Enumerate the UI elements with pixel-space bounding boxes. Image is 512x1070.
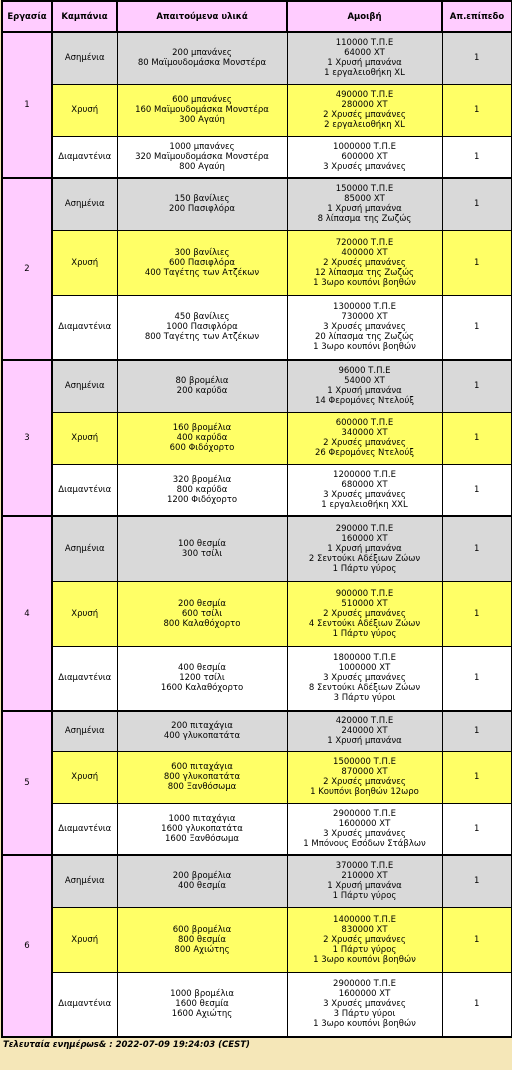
reward-line: 3 Χρυσές μπανάνες [323, 161, 406, 172]
reward-line: 1 Πάρτυ γύρος [332, 563, 397, 574]
table-row [2, 178, 512, 230]
material-line: 150 βανίλιες [174, 194, 230, 205]
material-line: 320 Μαϊμουδομάσκα Μονστέρα [135, 151, 269, 162]
reward-line: 1 Χρυσή μπανάνα [327, 204, 402, 215]
reward-line: 1200000 Τ.Π.Ε [333, 469, 396, 480]
reward-line: 830000 ΧΤ [341, 924, 388, 935]
level-cell: 1 [442, 412, 512, 464]
reward-line: 3 Πάρτυ γύροι [333, 1009, 396, 1020]
reward-line: 2 εργαλειοθήκη XL [324, 120, 405, 130]
reward-line: 8 Σεντούκι Αδέξιων Ζώων [308, 683, 421, 694]
level-cell: 1 [442, 855, 512, 907]
header-materials: Απαιτούμενα υλικά [117, 1, 287, 32]
task-number: 6 [2, 855, 52, 1037]
header-campaign: Καμπάνια [52, 1, 117, 32]
reward-cell [287, 751, 442, 803]
level-cell: 1 [442, 581, 512, 646]
task-number: 2 [2, 178, 52, 360]
reward-cell [287, 711, 442, 751]
campaign-cell: Διαμαντένια [52, 464, 117, 516]
reward-cell [287, 412, 442, 464]
table-row [2, 360, 512, 412]
reward-line: 1 Πάρτυ γύρος [332, 891, 397, 902]
reward-cell [287, 516, 442, 581]
materials-cell [117, 803, 287, 855]
reward-line: 1 3ωρο κουπόνι βοηθών [313, 342, 416, 353]
material-line: 600 πιταχάγια [171, 762, 233, 772]
reward-cell [287, 136, 442, 178]
table-row [2, 581, 512, 646]
reward-cell [287, 972, 442, 1037]
level-cell: 1 [442, 32, 512, 84]
reward-cell [287, 855, 442, 907]
header-row [2, 1, 512, 32]
material-line: 1600 Ξανθόσωμα [165, 833, 239, 844]
reward-line: 110000 Τ.Π.Ε [335, 38, 394, 49]
reward-line: 1 3ωρο κουπόνι βοηθών [313, 1019, 416, 1030]
material-line: 320 βρομέλια [172, 474, 232, 485]
reward-line: 490000 Τ.Π.Ε [335, 90, 394, 100]
campaign-cell: Διαμαντένια [52, 295, 117, 360]
material-line: 400 γλυκοπατάτα [163, 731, 241, 742]
campaign-cell: Ασημένια [52, 360, 117, 412]
table-row [2, 295, 512, 360]
reward-line: 3 Χρυσές μπανάνες [323, 673, 406, 684]
material-line: 800 Καλαθόχορτο [163, 618, 241, 629]
campaign-cell: Ασημένια [52, 32, 117, 84]
materials-cell [117, 464, 287, 516]
campaign-cell: Χρυσή [52, 84, 117, 136]
reward-line: 900000 Τ.Π.Ε [335, 588, 394, 599]
material-line: 200 βρομέλια [172, 871, 232, 882]
reward-line: 2 Χρυσές μπανάνες [323, 257, 406, 268]
material-line: 1200 Φιδόχορτο [166, 494, 238, 505]
reward-line: 3 Χρυσές μπανάνες [323, 489, 406, 500]
reward-cell [287, 464, 442, 516]
reward-line: 2 Χρυσές μπανάνες [323, 608, 406, 619]
level-cell: 1 [442, 907, 512, 972]
reward-line: 680000 ΧΤ [341, 479, 388, 490]
table-row [2, 751, 512, 803]
reward-line: 1400000 Τ.Π.Ε [333, 914, 396, 925]
materials-cell [117, 907, 287, 972]
material-line: 400 θεσμία [178, 663, 226, 674]
reward-line: 1500000 Τ.Π.Ε [333, 757, 396, 767]
reward-line: 1600000 ΧΤ [338, 818, 391, 829]
material-line: 600 τσίλι [181, 608, 223, 619]
table-row [2, 855, 512, 907]
task-number: 3 [2, 360, 52, 516]
reward-line: 1 Κουπόνι βοηθών 12ωρο [310, 787, 419, 797]
level-cell: 1 [442, 230, 512, 295]
material-line: 1600 Καλαθόχορτο [160, 683, 244, 694]
campaign-cell: Ασημένια [52, 178, 117, 230]
reward-line: 290000 Τ.Π.Ε [335, 523, 394, 534]
material-line: 450 βανίλιες [174, 312, 230, 323]
reward-line: 2 Σεντούκι Αδέξιων Ζώων [308, 553, 421, 564]
table-row [2, 803, 512, 855]
materials-cell [117, 230, 287, 295]
reward-line: 26 Φερομόνες Ντελούξ [315, 448, 414, 458]
material-line: 300 βανίλιες [174, 247, 230, 258]
reward-line: 14 Φερομόνες Ντελούξ [315, 396, 414, 407]
material-line: 1600 θεσμία [175, 999, 229, 1010]
material-line: 1000 μπανάνες [169, 141, 235, 152]
reward-line: 1 εργαλειοθήκη XL [324, 68, 405, 79]
materials-cell [117, 751, 287, 803]
campaign-cell: Χρυσή [52, 581, 117, 646]
level-cell: 1 [442, 295, 512, 360]
material-line: 800 καρύδα [176, 484, 228, 495]
material-line: 800 γλυκοπατάτα [163, 772, 241, 782]
reward-line: 150000 Τ.Π.Ε [335, 184, 394, 195]
reward-line: 2900000 Τ.Π.Ε [333, 979, 396, 990]
campaign-cell: Διαμαντένια [52, 972, 117, 1037]
reward-line: 3 Χρυσές μπανάνες [323, 322, 406, 333]
material-line: 200 πιταχάγια [171, 721, 233, 732]
reward-line: 1 Χρυσή μπανάνα [327, 386, 402, 397]
reward-line: 3 Χρυσές μπανάνες [323, 999, 406, 1010]
level-cell: 1 [442, 136, 512, 178]
reward-line: 1 Πάρτυ γύρος [332, 944, 397, 955]
header-reward: Αμοιβή [287, 1, 442, 32]
materials-cell [117, 360, 287, 412]
materials-cell [117, 855, 287, 907]
material-line: 1200 τσίλι [179, 673, 225, 684]
level-cell: 1 [442, 84, 512, 136]
reward-line: 370000 Τ.Π.Ε [335, 861, 394, 872]
reward-cell [287, 360, 442, 412]
reward-cell [287, 646, 442, 711]
material-line: 200 Πασιφλόρα [168, 204, 236, 215]
table-row [2, 412, 512, 464]
materials-cell [117, 84, 287, 136]
reward-line: 20 λίπασμα της Ζωζώς [314, 332, 415, 343]
task-number: 4 [2, 516, 52, 711]
reward-line: 12 λίπασμα της Ζωζώς [314, 267, 415, 278]
material-line: 200 καρύδα [176, 386, 228, 397]
reward-cell [287, 32, 442, 84]
materials-cell [117, 136, 287, 178]
header-task: Εργασία [2, 1, 52, 32]
material-line: 600 Φιδόχορτο [169, 443, 235, 453]
reward-line: 1 Χρυσή μπανάνα [327, 543, 402, 554]
material-line: 200 μπανάνες [172, 48, 232, 59]
campaign-cell: Διαμαντένια [52, 646, 117, 711]
reward-line: 400000 ΧΤ [341, 247, 388, 258]
level-cell: 1 [442, 360, 512, 412]
task-number: 1 [2, 32, 52, 178]
reward-line: 340000 ΧΤ [341, 428, 388, 438]
material-line: 800 θεσμία [178, 934, 226, 945]
material-line: 600 βρομέλια [172, 924, 232, 935]
reward-line: 8 λίπασμα της Ζωζώς [317, 214, 412, 225]
reward-line: 730000 ΧΤ [341, 312, 388, 323]
material-line: 80 Μαϊμουδομάσκα Μονστέρα [137, 58, 267, 69]
reward-line: 1600000 ΧΤ [338, 989, 391, 1000]
campaign-cell: Ασημένια [52, 855, 117, 907]
reward-line: 64000 ΧΤ [344, 48, 385, 59]
reward-line: 720000 Τ.Π.Ε [335, 237, 394, 248]
reward-cell [287, 803, 442, 855]
material-line: 800 Ταγέτης των Ατζέκων [144, 332, 260, 343]
level-cell: 1 [442, 516, 512, 581]
material-line: 400 καρύδα [176, 433, 228, 443]
reward-line: 2 Χρυσές μπανάνες [323, 110, 406, 120]
reward-line: 1000000 Τ.Π.Ε [333, 141, 396, 152]
reward-line: 2900000 Τ.Π.Ε [333, 808, 396, 819]
material-line: 600 Πασιφλόρα [168, 257, 236, 268]
table-row [2, 972, 512, 1037]
campaign-cell: Χρυσή [52, 907, 117, 972]
last-updated: Τελευταία ενημέρωs& : 2022-07-09 19:24:03 (CEST) [3, 1040, 250, 1050]
reward-line: 1000000 ΧΤ [338, 663, 391, 674]
table-row [2, 464, 512, 516]
material-line: 800 Ξανθόσωμα [167, 782, 237, 792]
materials-cell [117, 972, 287, 1037]
material-line: 600 μπανάνες [172, 95, 232, 105]
material-line: 800 Αγαύη [179, 161, 225, 172]
reward-line: 54000 ΧΤ [344, 376, 385, 387]
level-cell: 1 [442, 972, 512, 1037]
table-row [2, 32, 512, 84]
campaign-cell: Διαμαντένια [52, 136, 117, 178]
table-row [2, 711, 512, 751]
reward-line: 280000 ΧΤ [341, 100, 388, 110]
reward-line: 1800000 Τ.Π.Ε [333, 653, 396, 664]
level-cell: 1 [442, 751, 512, 803]
reward-line: 600000 Τ.Π.Ε [335, 418, 394, 428]
reward-line: 160000 ΧΤ [341, 533, 388, 544]
reward-line: 510000 ΧΤ [341, 598, 388, 609]
materials-cell [117, 516, 287, 581]
reward-line: 1 Χρυσή μπανάνα [327, 881, 402, 892]
reward-line: 870000 ΧΤ [341, 767, 388, 777]
materials-cell [117, 711, 287, 751]
reward-line: 1 Μπόνους Εσόδων Στάβλων [303, 838, 426, 849]
materials-cell [117, 646, 287, 711]
material-line: 1600 γλυκοπατάτα [161, 823, 243, 834]
task-number: 5 [2, 711, 52, 855]
reward-line: 3 Πάρτυ γύροι [333, 693, 396, 704]
material-line: 1000 βρομέλια [170, 989, 234, 1000]
material-line: 1000 πιταχάγια [168, 813, 236, 824]
reward-line: 1300000 Τ.Π.Ε [333, 302, 396, 313]
table-row [2, 907, 512, 972]
reward-cell [287, 295, 442, 360]
reward-line: 1 εργαλειοθήκη XXL [321, 499, 408, 510]
level-cell: 1 [442, 178, 512, 230]
table-row [2, 646, 512, 711]
table-row [2, 230, 512, 295]
reward-cell [287, 230, 442, 295]
reward-cell [287, 907, 442, 972]
level-cell: 1 [442, 464, 512, 516]
campaign-cell: Χρυσή [52, 230, 117, 295]
material-line: 160 βρομέλια [172, 423, 232, 433]
reward-line: 1 3ωρο κουπόνι βοηθών [313, 954, 416, 965]
level-cell: 1 [442, 711, 512, 751]
reward-line: 1 Πάρτυ γύρος [332, 628, 397, 639]
level-cell: 1 [442, 646, 512, 711]
campaign-table [1, 0, 512, 1038]
reward-line: 1 3ωρο κουπόνι βοηθών [313, 277, 416, 288]
material-line: 400 Ταγέτης των Ατζέκων [144, 267, 260, 278]
materials-cell [117, 581, 287, 646]
materials-cell [117, 295, 287, 360]
campaign-cell: Ασημένια [52, 516, 117, 581]
material-line: 80 βρομέλια [175, 376, 229, 387]
reward-line: 210000 ΧΤ [341, 871, 388, 882]
reward-line: 96000 Τ.Π.Ε [338, 366, 391, 377]
material-line: 1600 Αχιώτης [171, 1009, 233, 1020]
reward-line: 2 Χρυσές μπανάνες [323, 438, 406, 448]
campaign-cell: Χρυσή [52, 412, 117, 464]
reward-line: 85000 ΧΤ [344, 194, 385, 205]
material-line: 100 θεσμία [178, 538, 226, 549]
materials-cell [117, 32, 287, 84]
reward-line: 1 Χρυσή μπανάνα [327, 736, 402, 747]
material-line: 300 Αγαύη [179, 115, 225, 125]
reward-line: 420000 Τ.Π.Ε [335, 716, 394, 727]
material-line: 200 θεσμία [178, 598, 226, 609]
reward-line: 600000 ΧΤ [341, 151, 388, 162]
materials-cell [117, 412, 287, 464]
material-line: 400 θεσμία [178, 881, 226, 892]
table-row [2, 136, 512, 178]
campaign-cell: Χρυσή [52, 751, 117, 803]
material-line: 1000 Πασιφλόρα [166, 322, 238, 333]
reward-line: 240000 ΧΤ [341, 726, 388, 737]
material-line: 800 Αχιώτης [174, 944, 230, 955]
reward-line: 2 Χρυσές μπανάνες [323, 934, 406, 945]
table-row [2, 84, 512, 136]
table-body [2, 32, 512, 1037]
level-cell: 1 [442, 803, 512, 855]
material-line: 160 Μαϊμουδομάσκα Μονστέρα [135, 105, 269, 115]
reward-line: 2 Χρυσές μπανάνες [323, 777, 406, 787]
reward-cell [287, 581, 442, 646]
campaign-cell: Διαμαντένια [52, 803, 117, 855]
materials-cell [117, 178, 287, 230]
reward-line: 1 Χρυσή μπανάνα [327, 58, 402, 69]
reward-cell [287, 84, 442, 136]
reward-cell [287, 178, 442, 230]
campaign-cell: Ασημένια [52, 711, 117, 751]
reward-line: 4 Σεντούκι Αδέξιων Ζώων [308, 618, 421, 629]
header-level: Απ.επίπεδο [442, 1, 512, 32]
table-row [2, 516, 512, 581]
reward-line: 3 Χρυσές μπανάνες [323, 828, 406, 839]
material-line: 300 τσίλι [181, 548, 223, 559]
